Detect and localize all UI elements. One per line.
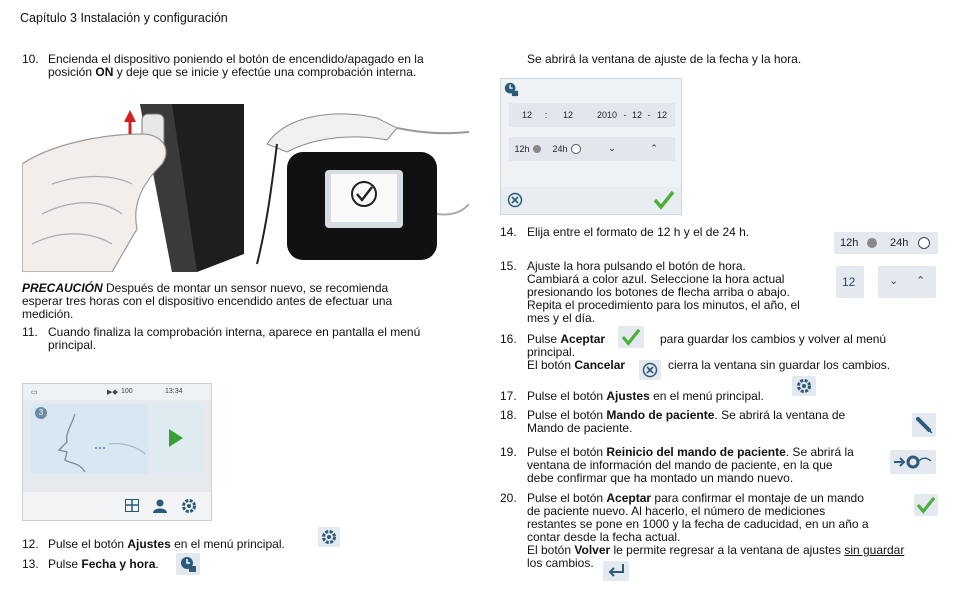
date-window-note: Se abrirá la ventana de ajuste de la fecha y la hora. bbox=[527, 52, 802, 66]
main-menu-statusbar bbox=[23, 384, 211, 400]
accept-button-chip[interactable] bbox=[618, 326, 644, 348]
arrow-down-button[interactable]: ⌄ bbox=[608, 143, 616, 153]
clock-calendar-icon bbox=[179, 555, 197, 573]
format-24h-radio[interactable] bbox=[918, 237, 930, 249]
accept-button-chip[interactable] bbox=[914, 494, 938, 516]
hour-minute-separator: : bbox=[544, 110, 548, 120]
step-16-cancel: El botón Cancelar bbox=[527, 358, 626, 372]
date-separator-1: - bbox=[623, 110, 627, 120]
hour-field[interactable]: 12 bbox=[521, 110, 532, 120]
day-field[interactable]: 12 bbox=[656, 110, 667, 120]
step-20-number: 20. bbox=[500, 491, 517, 505]
step-13-number: 13. bbox=[22, 557, 39, 571]
format-12h-radio[interactable] bbox=[533, 145, 541, 153]
user-icon[interactable] bbox=[153, 499, 167, 513]
arrow-down-button[interactable]: ⌄ bbox=[889, 275, 899, 287]
step-16-line1-end: para guardar los cambios y volver al menú bbox=[660, 332, 887, 346]
settings-gear-icon[interactable] bbox=[181, 498, 197, 514]
clock-value: 13:34 bbox=[165, 388, 183, 395]
month-field[interactable]: 12 bbox=[631, 110, 642, 120]
back-arrow-icon bbox=[607, 563, 625, 579]
format-24h-radio[interactable] bbox=[571, 144, 581, 154]
step-10-number: 10. bbox=[22, 52, 39, 66]
step-10-text: Encienda el dispositivo poniendo el botón de encendido/apagado en la posición ON y deje que se inicie y efectúe una comprobación interna. bbox=[48, 52, 424, 79]
step-15-text: Ajuste la hora pulsando el botón de hora. Cambiará a color azul. Seleccione la hora actual presionando los botones de flecha arriba o abajo. Repita el procedimiento para los minutos, el año, el mes y el día. bbox=[527, 259, 800, 325]
power-button-photo bbox=[22, 104, 244, 272]
format-row bbox=[509, 137, 675, 161]
settings-gear-icon bbox=[321, 529, 337, 545]
year-field[interactable]: 2010 bbox=[596, 110, 618, 120]
step-12-text: Pulse el botón Ajustes en el menú principal. bbox=[48, 537, 285, 551]
step-16-line2: principal. bbox=[527, 345, 576, 359]
reset-remote-button-chip[interactable] bbox=[890, 450, 936, 474]
date-time-fields bbox=[509, 103, 675, 127]
cancel-icon[interactable] bbox=[507, 192, 523, 208]
step-18-text: Pulse el botón Mando de paciente. Se abrirá la ventana de Mando de paciente. bbox=[527, 408, 846, 435]
step-13-text: Pulse Fecha y hora. bbox=[48, 557, 159, 571]
settings-gear-icon bbox=[796, 378, 812, 394]
clock-calendar-icon bbox=[503, 81, 519, 97]
step-19-text: Pulse el botón Reinicio del mando de paciente. Se abrirá la ventana de información del mando de paciente, en la que debe confirmar que ha montado un mando nuevo. bbox=[527, 445, 854, 485]
step-16-number: 16. bbox=[500, 332, 517, 346]
back-button-chip[interactable] bbox=[603, 561, 629, 581]
patient-remote-button-chip[interactable] bbox=[912, 413, 936, 437]
play-icon bbox=[169, 429, 183, 447]
format-12h-label: 12h bbox=[514, 144, 530, 154]
caution-note: PRECAUCIÓN Después de montar un sensor nuevo, se recomienda esperar tres horas con el dispositivo encendido antes de efectuar una medición. bbox=[22, 281, 393, 321]
settings-button-chip[interactable] bbox=[318, 527, 340, 547]
start-tile[interactable] bbox=[151, 404, 203, 474]
main-menu-toolbar bbox=[23, 492, 211, 520]
counter-icon: ▶◆ bbox=[107, 389, 118, 396]
main-menu-screen bbox=[22, 383, 212, 521]
counter-value: 100 bbox=[121, 388, 133, 395]
accept-check-icon bbox=[916, 496, 936, 514]
hour-chip[interactable] bbox=[836, 266, 864, 298]
date-time-button-chip[interactable] bbox=[176, 553, 200, 575]
cancel-icon bbox=[642, 362, 658, 378]
step-11-number: 11. bbox=[22, 325, 38, 339]
format-24h-label: 24h bbox=[552, 144, 568, 154]
hour-chip-value: 12 bbox=[842, 275, 856, 289]
step-15-number: 15. bbox=[500, 259, 517, 273]
step-16-line1: Pulse Aceptar bbox=[527, 332, 606, 346]
arrow-up-button[interactable]: ⌃ bbox=[916, 275, 926, 287]
step-17-text: Pulse el botón Ajustes en el menú principal. bbox=[527, 389, 764, 403]
step-17-number: 17. bbox=[500, 389, 517, 403]
face-profile-icon bbox=[45, 414, 145, 472]
panel-footer bbox=[501, 187, 681, 214]
cancel-button-chip[interactable] bbox=[639, 360, 661, 380]
accept-check-icon bbox=[621, 328, 641, 346]
patient-remote-icon bbox=[915, 416, 933, 434]
format-chip bbox=[834, 232, 938, 254]
settings-button-chip[interactable] bbox=[792, 376, 816, 396]
history-icon[interactable] bbox=[125, 499, 139, 512]
format-12h-label: 12h bbox=[840, 237, 859, 249]
chapter-title: Capítulo 3 Instalación y configuración bbox=[20, 11, 228, 25]
step-12-number: 12. bbox=[22, 537, 39, 551]
reset-remote-icon bbox=[894, 453, 932, 471]
measurement-tile[interactable] bbox=[31, 404, 149, 474]
arrow-up-button[interactable]: ⌃ bbox=[650, 143, 658, 153]
device-check-photo bbox=[247, 104, 469, 272]
format-24h-label: 24h bbox=[890, 237, 909, 249]
step-19-number: 19. bbox=[500, 445, 517, 459]
battery-icon: ▭ bbox=[31, 389, 38, 396]
step-14-number: 14. bbox=[500, 225, 517, 239]
step-16-cancel-end: cierra la ventana sin guardar los cambios. bbox=[668, 358, 891, 372]
step-badge: 3 bbox=[35, 407, 47, 419]
step-11-text: Cuando finaliza la comprobación interna, aparece en pantalla el menú principal. bbox=[48, 325, 421, 352]
accept-check-icon[interactable] bbox=[653, 190, 675, 210]
format-12h-radio[interactable] bbox=[867, 238, 877, 248]
step-18-number: 18. bbox=[500, 408, 517, 422]
step-14-text: Elija entre el formato de 12 h y el de 24 h. bbox=[527, 225, 750, 239]
minute-field[interactable]: 12 bbox=[562, 110, 573, 120]
step-20-text: Pulse el botón Aceptar para confirmar el montaje de un mando de paciente nuevo. Al hacerlo, el número de mediciones restantes se pone en 1000 y la fecha de caducidad, en un año a contar desde la fecha actual. El botón Volver le permite regresar a la ventana de ajustes sin guardar los cambios. bbox=[527, 491, 905, 570]
date-time-panel bbox=[500, 78, 682, 215]
arrow-buttons-chip bbox=[878, 266, 936, 298]
date-separator-2: - bbox=[647, 110, 651, 120]
